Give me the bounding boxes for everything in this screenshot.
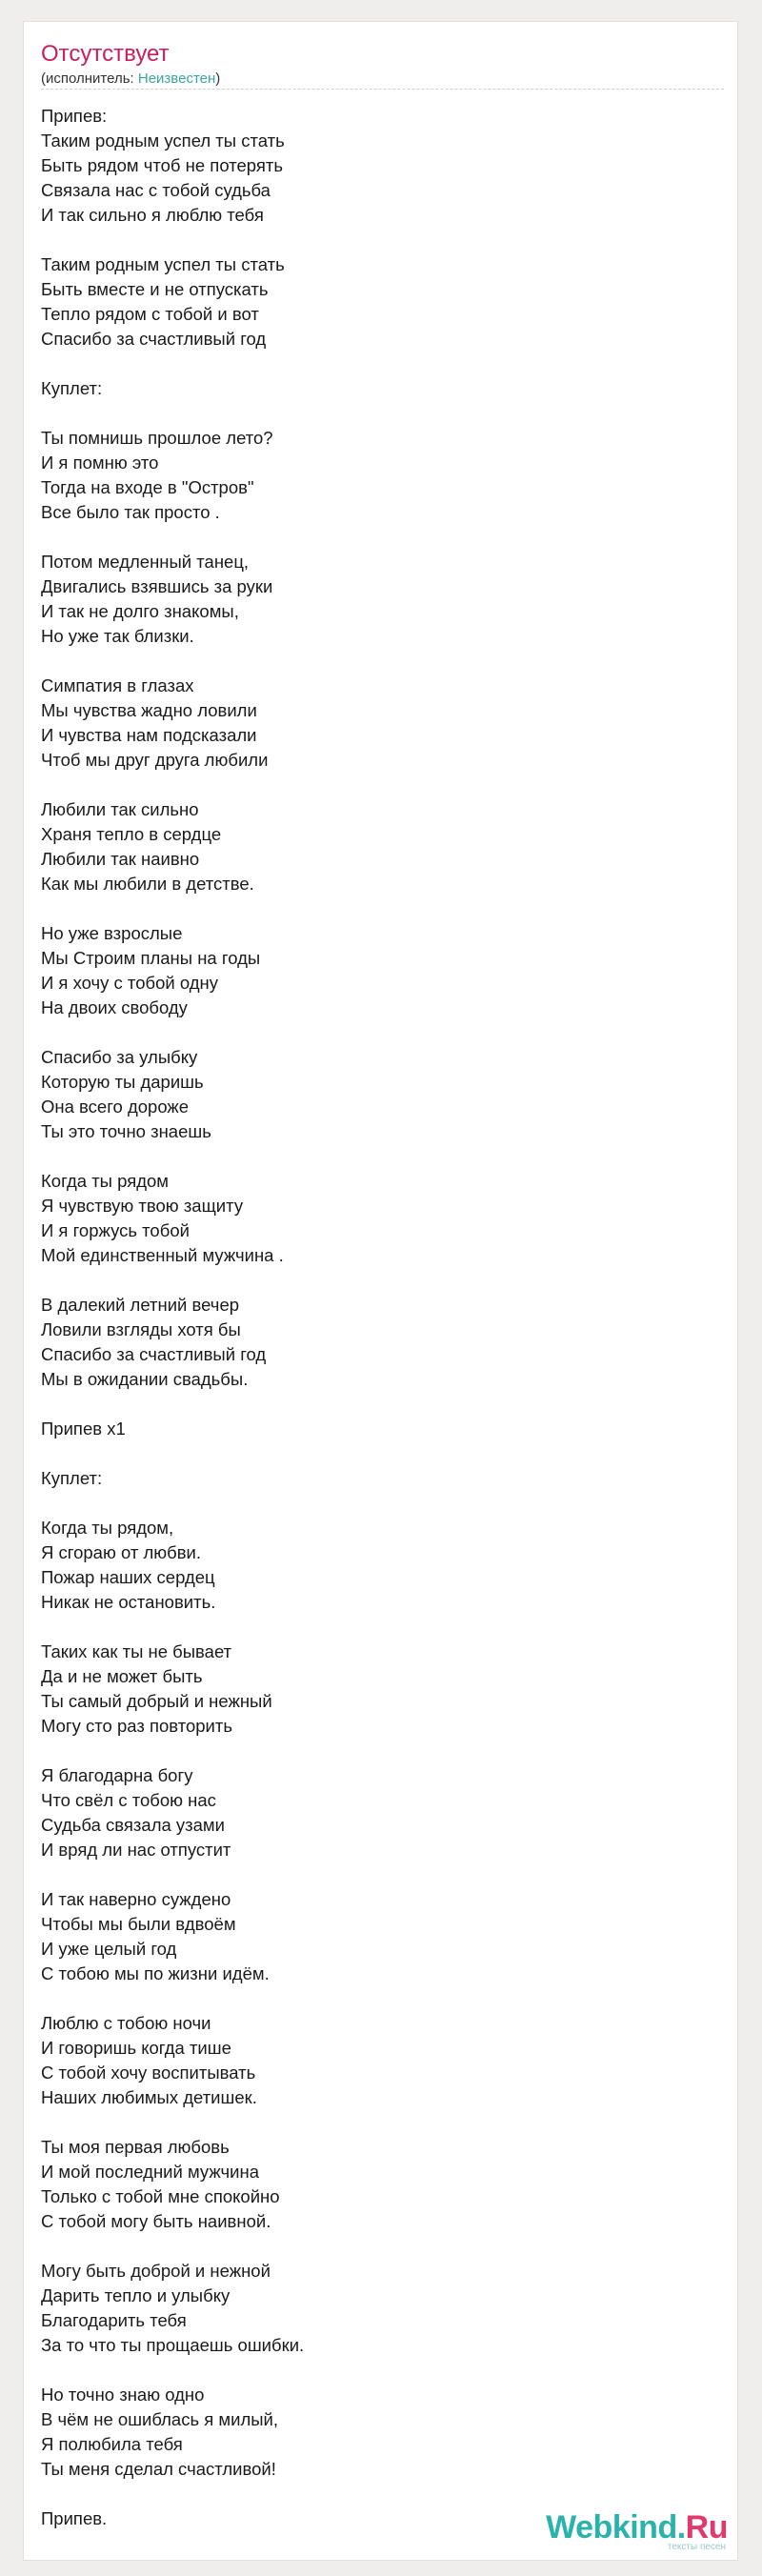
lyric-line: Быть вместе и не отпускать [41, 279, 269, 299]
artist-link[interactable]: Неизвестен [137, 70, 216, 87]
lyric-line: Чтобы мы были вдвоём [41, 1914, 236, 1934]
lyric-line: Мы чувства жадно ловили [41, 700, 257, 720]
logo-dot: . [676, 2509, 686, 2546]
lyric-line: Мы в ожидании свадьбы. [41, 1369, 249, 1389]
lyric-line: Но точно знаю одно [41, 2385, 205, 2405]
lyric-line: Ты моя первая любовь [41, 2137, 230, 2157]
lyric-line: В далекий летний вечер [41, 1295, 240, 1315]
blank-line [41, 228, 708, 252]
lyrics-card [23, 21, 738, 2561]
logo-part-ru: Ru [685, 2509, 728, 2546]
blank-line [41, 1862, 708, 1887]
lyric-line: Мы Строим планы на годы [41, 948, 261, 968]
lyric-line: Спасибо за улыбку [41, 1047, 198, 1067]
blank-line [41, 649, 708, 674]
lyric-line: Я полюбила тебя [41, 2434, 183, 2454]
lyric-line: Я благодарна богу [41, 1765, 193, 1785]
lyric-line: И так не долго знакомы, [41, 601, 239, 621]
lyric-line: Припев. [41, 2508, 108, 2528]
lyric-line: Ты меня сделал счастливой! [41, 2459, 276, 2479]
blank-line [41, 2234, 708, 2259]
lyric-line: Она всего дороже [41, 1097, 190, 1117]
lyric-line: Когда ты рядом, [41, 1518, 174, 1538]
blank-line [41, 1441, 708, 1466]
logo-tagline: тексты песен [667, 2542, 726, 2552]
blank-line [41, 1268, 708, 1293]
lyric-line: Любили так наивно [41, 849, 200, 869]
lyric-line: Таких как ты не бывает [41, 1641, 232, 1661]
blank-line [41, 352, 708, 376]
lyric-line: Симпатия в глазах [41, 675, 194, 695]
lyric-line: Тепло рядом с тобой и вот [41, 304, 259, 324]
song-title: Отсутствует [41, 41, 170, 67]
blank-line [41, 2482, 708, 2506]
lyric-line: Которую ты даришь [41, 1072, 204, 1092]
title-divider [41, 89, 724, 90]
blank-line [41, 1491, 708, 1516]
blank-line [41, 2110, 708, 2135]
lyric-line: Потом медленный танец, [41, 552, 250, 572]
lyric-line: Припев х1 [41, 1419, 126, 1439]
lyric-line: Двигались взявшись за руки [41, 576, 273, 596]
lyric-line: Пожар наших сердец [41, 1567, 215, 1587]
lyric-line: И вряд ли нас отпустит [41, 1840, 231, 1860]
lyric-line: Дарить тепло и улыбку [41, 2285, 231, 2305]
artist-suffix: ) [215, 70, 221, 87]
artist-line [41, 70, 220, 89]
lyric-line: Таким родным успел ты стать [41, 254, 285, 274]
lyric-line: Ты это точно знаешь [41, 1121, 211, 1141]
logo-wordmark [546, 2510, 728, 2545]
lyric-line: С тобой могу быть наивной. [41, 2211, 271, 2231]
blank-line [41, 401, 708, 426]
lyric-line: Когда ты рядом [41, 1171, 170, 1191]
site-logo[interactable] [546, 2510, 728, 2552]
lyric-line: Припев: [41, 106, 108, 126]
lyric-line: В чём не ошиблась я милый, [41, 2409, 279, 2429]
lyric-line: Чтоб мы друг друга любили [41, 750, 269, 770]
lyric-line: И мой последний мужчина [41, 2162, 260, 2182]
blank-line [41, 1392, 708, 1417]
lyric-line: Но уже взрослые [41, 923, 183, 943]
blank-line [41, 1144, 708, 1169]
lyric-line: Ты помнишь прошлое лето? [41, 428, 273, 448]
blank-line [41, 1615, 708, 1640]
lyric-line: И чувства нам подсказали [41, 725, 257, 745]
lyric-line: Мой единственный мужчина . [41, 1245, 284, 1265]
lyric-line: Куплет: [41, 378, 103, 398]
lyric-line: Спасибо за счастливый год [41, 1344, 267, 1364]
lyric-line: Только с тобой мне спокойно [41, 2186, 280, 2206]
lyrics-text [41, 104, 708, 2531]
lyric-line: И я помню это [41, 453, 159, 473]
lyric-line: И уже целый год [41, 1939, 177, 1959]
lyric-line: На двоих свободу [41, 997, 188, 1017]
lyric-line: Любили так сильно [41, 799, 199, 819]
lyric-line: Я сгораю от любви. [41, 1542, 202, 1562]
lyric-line: Но уже так близки. [41, 626, 194, 646]
lyric-line: И так сильно я люблю тебя [41, 205, 264, 225]
lyric-line: С тобой хочу воспитывать [41, 2063, 256, 2083]
lyric-line: За то что ты прощаешь ошибки. [41, 2335, 305, 2355]
lyric-line: Связала нас с тобой судьба [41, 180, 271, 200]
lyric-line: Никак не остановить. [41, 1592, 216, 1612]
lyric-line: И я горжусь тобой [41, 1220, 190, 1240]
lyric-line: Могу быть доброй и нежной [41, 2261, 271, 2281]
lyric-line: И так наверно суждено [41, 1889, 231, 1909]
lyric-line: Тогда на входе в "Остров" [41, 477, 254, 497]
lyric-line: И я хочу с тобой одну [41, 973, 218, 993]
lyric-line: Храня тепло в сердце [41, 824, 222, 844]
blank-line [41, 1020, 708, 1045]
artist-prefix: (исполнитель: [41, 70, 138, 87]
blank-line [41, 2358, 708, 2383]
lyric-line: Наших любимых детишек. [41, 2087, 257, 2107]
lyric-line: Что свёл с тобою нас [41, 1790, 216, 1810]
lyric-line: Судьба связала узами [41, 1815, 225, 1835]
lyric-line: Как мы любили в детстве. [41, 874, 254, 894]
lyric-line: Да и не может быть [41, 1666, 203, 1686]
lyric-line: Могу сто раз повторить [41, 1716, 232, 1736]
lyric-line: И говоришь когда тише [41, 2038, 231, 2058]
lyric-line: Куплет: [41, 1468, 103, 1488]
blank-line [41, 525, 708, 550]
blank-line [41, 1739, 708, 1763]
blank-line [41, 896, 708, 921]
lyric-line: Ты самый добрый и нежный [41, 1691, 272, 1711]
blank-line [41, 1986, 708, 2011]
lyric-line: Все было так просто . [41, 502, 220, 522]
lyric-line: Таким родным успел ты стать [41, 131, 285, 151]
lyric-line: Спасибо за счастливый год [41, 329, 267, 349]
lyric-line: Благодарить тебя [41, 2310, 187, 2330]
lyric-line: Ловили взгляды хотя бы [41, 1319, 241, 1339]
lyric-line: Я чувствую твою защиту [41, 1196, 244, 1216]
lyric-line: Люблю с тобою ночи [41, 2013, 211, 2033]
lyric-line: С тобою мы по жизни идём. [41, 1963, 270, 1983]
logo-part-webkind: Webkind [546, 2509, 677, 2546]
lyric-line: Быть рядом чтоб не потерять [41, 155, 283, 175]
blank-line [41, 773, 708, 797]
